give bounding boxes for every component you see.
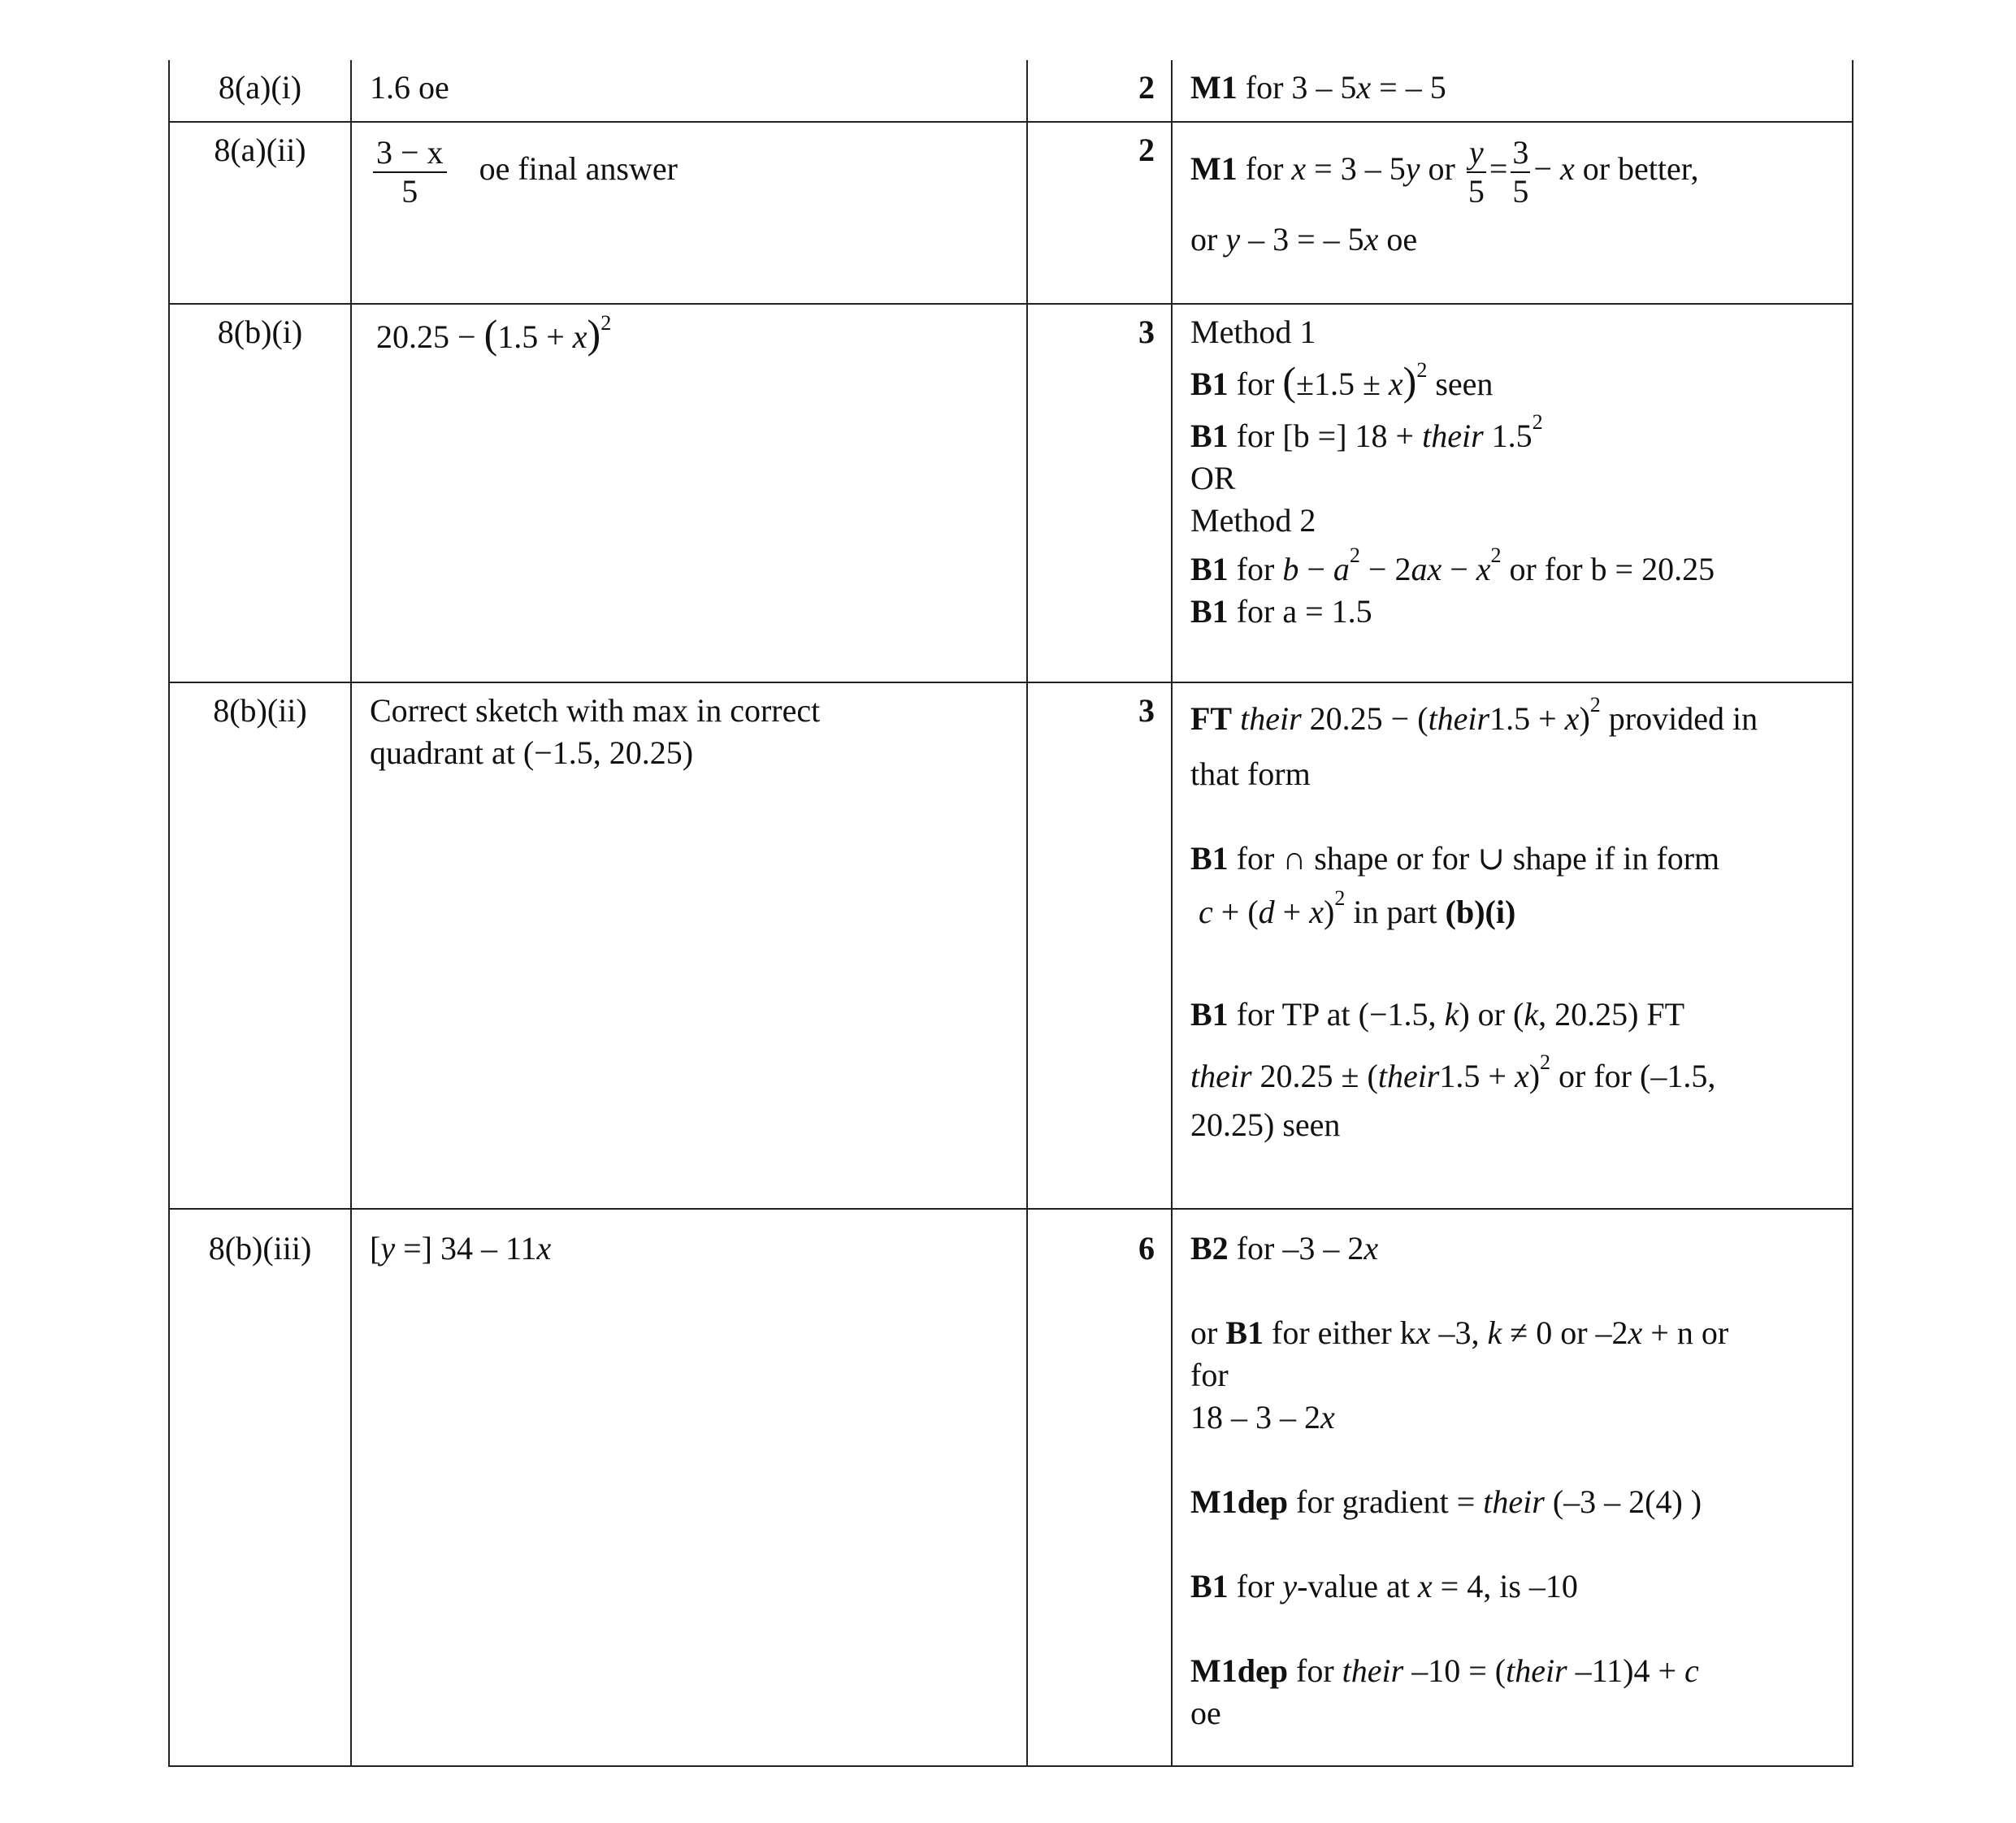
- their: their: [1422, 418, 1484, 454]
- text: 18 – 3 – 2: [1190, 1399, 1320, 1435]
- text: 20.25 ± (: [1251, 1058, 1378, 1094]
- var: y: [1225, 221, 1241, 258]
- text: 1.5: [1483, 418, 1533, 454]
- paren: (: [1282, 358, 1296, 404]
- text: or: [1190, 1314, 1226, 1351]
- mark-code: B1: [1190, 840, 1229, 877]
- text: 1.5 +: [1489, 700, 1565, 737]
- var: k: [1444, 996, 1459, 1033]
- text: or for (–1.5,: [1550, 1058, 1716, 1094]
- guidance-line: [1190, 134, 1836, 210]
- text: for: [1237, 150, 1292, 188]
- var: x: [1476, 551, 1491, 587]
- var: x: [1291, 150, 1307, 188]
- guidance-fraction: [1511, 134, 1530, 210]
- var: x: [1564, 700, 1580, 737]
- var: c: [1684, 1652, 1699, 1689]
- fraction-numerator: 3: [1511, 134, 1530, 173]
- exponent: 2: [1490, 543, 1502, 567]
- text: in part: [1345, 894, 1446, 930]
- marks-cell: 6: [1027, 1209, 1172, 1766]
- text: – 3 = – 5: [1240, 221, 1364, 258]
- their: their: [1377, 1058, 1440, 1094]
- text: =] 34 – 11: [395, 1230, 537, 1267]
- guidance-cell: [1172, 60, 1853, 122]
- text: seen: [1427, 366, 1494, 402]
- mark-scheme-table: [168, 60, 1853, 1767]
- text: ±1.5 ±: [1295, 366, 1389, 402]
- text: for –3 – 2: [1228, 1230, 1364, 1267]
- text: for: [1288, 1652, 1342, 1689]
- guidance-line: [1190, 1565, 1836, 1608]
- mark-code: B2: [1190, 1230, 1229, 1267]
- text: FT: [1638, 996, 1685, 1033]
- their: their: [1506, 1652, 1567, 1689]
- answer-text: [370, 732, 1008, 774]
- exponent: 2: [1540, 1050, 1551, 1074]
- var: x: [1364, 1230, 1379, 1267]
- text: for: [1228, 551, 1283, 587]
- paren: ): [1403, 358, 1417, 404]
- text: oe: [1378, 221, 1418, 258]
- text: or: [1469, 996, 1513, 1033]
- guidance-line: [1190, 219, 1836, 261]
- var: x: [1417, 1568, 1433, 1604]
- text: for a = 1.5: [1228, 593, 1372, 630]
- var: x: [572, 318, 587, 355]
- var: d: [1258, 894, 1275, 930]
- text: ): [1459, 996, 1470, 1033]
- fraction-numerator: 3 − x: [373, 134, 447, 173]
- var: x: [536, 1230, 552, 1267]
- paren: (: [483, 311, 498, 357]
- text: −: [1533, 150, 1552, 188]
- guidance-text: = – 5: [1371, 69, 1446, 106]
- guidance-line: [1190, 358, 1836, 405]
- guidance-line: [1190, 994, 1836, 1036]
- table-row: [169, 304, 1853, 682]
- guidance-cell: [1172, 682, 1853, 1209]
- their: their: [1342, 1652, 1404, 1689]
- question-number: 8(b)(i): [169, 304, 351, 682]
- var: x: [1514, 1058, 1529, 1094]
- mark-code: B1: [1190, 1568, 1229, 1604]
- answer-cell: [351, 122, 1027, 304]
- guidance-line: that form: [1190, 756, 1311, 792]
- var: k: [1487, 1314, 1502, 1351]
- their: their: [1232, 700, 1302, 737]
- guidance-line: oe: [1190, 1695, 1221, 1731]
- text: =: [1489, 150, 1508, 188]
- fraction-denominator: 5: [1512, 173, 1529, 210]
- answer-cell: [351, 304, 1027, 682]
- paren: ): [587, 311, 601, 357]
- text: = 3 – 5: [1306, 150, 1406, 188]
- answer-suffix: oe final answer: [479, 150, 678, 188]
- guidance-line: [1190, 1050, 1836, 1098]
- exponent: 2: [600, 311, 612, 335]
- text: = 4, is –10: [1432, 1568, 1578, 1604]
- table-row: [169, 1209, 1853, 1766]
- var: b: [1282, 551, 1299, 587]
- text: [: [370, 1230, 381, 1267]
- text: 1.5 +: [497, 318, 573, 355]
- text: −: [1298, 551, 1333, 587]
- var: x: [1416, 1314, 1431, 1351]
- text: (: [1512, 996, 1524, 1033]
- mark-code: B1: [1190, 593, 1229, 630]
- guidance-cell: [1172, 1209, 1853, 1766]
- guidance-line: [1190, 1481, 1836, 1523]
- text: for either k: [1264, 1314, 1416, 1351]
- their: their: [1483, 1483, 1545, 1520]
- text: –10 = (: [1403, 1652, 1507, 1689]
- question-number: 8(b)(iii): [169, 1209, 351, 1766]
- guidance-line: [1190, 693, 1836, 740]
- question-number: 8(b)(ii): [169, 682, 351, 1209]
- var: x: [1559, 150, 1575, 188]
- mark-code: B1: [1190, 366, 1229, 402]
- text: provided in: [1600, 700, 1758, 737]
- guidance-line: [1190, 1396, 1836, 1439]
- var: k: [1524, 996, 1539, 1033]
- guidance-line: [1190, 1228, 1836, 1270]
- method-heading: Method 1: [1190, 314, 1316, 350]
- text: − 2: [1359, 551, 1411, 587]
- var: x: [1364, 221, 1379, 258]
- mark-code: M1: [1190, 150, 1238, 188]
- guidance-cell: [1172, 304, 1853, 682]
- question-number: 8(a)(ii): [169, 122, 351, 304]
- var: ax: [1411, 551, 1442, 587]
- mark-code: B1: [1190, 996, 1229, 1033]
- fraction-denominator: 5: [1468, 173, 1485, 210]
- guidance-var: x: [1356, 69, 1372, 106]
- answer-cell: 1.6 oe: [351, 60, 1027, 122]
- text: for gradient =: [1288, 1483, 1484, 1520]
- mark-code: FT: [1190, 700, 1233, 737]
- mark-code: B1: [1225, 1314, 1264, 1351]
- exponent: 2: [1589, 693, 1601, 717]
- text: or better,: [1574, 150, 1699, 188]
- answer-cell: [351, 1209, 1027, 1766]
- mark-code: M1: [1190, 69, 1238, 106]
- part-ref: (b)(i): [1445, 894, 1516, 930]
- paren: ): [1528, 1058, 1541, 1094]
- exponent: 2: [1532, 410, 1543, 434]
- mark-code: B1: [1190, 551, 1229, 587]
- mark-code: B1: [1190, 418, 1229, 454]
- text: or for b = 20.25: [1501, 551, 1715, 587]
- guidance-line: [1190, 543, 1836, 591]
- text: 20.25 − (: [1301, 700, 1429, 737]
- mark-code: M1dep: [1190, 1652, 1288, 1689]
- marks-cell: 2: [1027, 60, 1172, 122]
- table-row: [169, 682, 1853, 1209]
- var: x: [1320, 1399, 1335, 1435]
- paren: ): [1323, 894, 1335, 930]
- fraction-numerator: y: [1467, 134, 1486, 173]
- guidance-line: [1190, 1312, 1836, 1354]
- fraction-denominator: 5: [401, 173, 418, 210]
- guidance-cell: [1172, 122, 1853, 304]
- text: for TP at: [1228, 996, 1359, 1033]
- text: or: [1420, 150, 1463, 188]
- text: + n or: [1642, 1314, 1729, 1351]
- var: x: [1628, 1314, 1643, 1351]
- text: ≠ 0 or –2: [1502, 1314, 1628, 1351]
- var: y: [1282, 1568, 1298, 1604]
- answer-fraction: [373, 134, 447, 210]
- text: +: [1274, 894, 1310, 930]
- exponent: 2: [1334, 886, 1346, 910]
- var: x: [1388, 366, 1403, 402]
- var: c: [1199, 894, 1213, 930]
- text: for: [1228, 1568, 1283, 1604]
- var: a: [1333, 551, 1350, 587]
- text: quadrant at: [370, 734, 523, 771]
- var: y: [1405, 150, 1420, 188]
- text: −: [1442, 551, 1476, 587]
- guidance-line: 20.25) seen: [1190, 1106, 1341, 1143]
- exponent: 2: [1416, 358, 1428, 382]
- text: for: [1228, 366, 1283, 402]
- text: + (: [1212, 894, 1259, 930]
- guidance-fraction: [1467, 134, 1486, 210]
- marks-cell: 2: [1027, 122, 1172, 304]
- text: (−1.5,: [1358, 996, 1445, 1033]
- text: 20.25 −: [376, 318, 484, 355]
- table-row: [169, 122, 1853, 304]
- text: for [b =] 18 +: [1228, 418, 1423, 454]
- table-row: [169, 60, 1853, 122]
- text: –3,: [1430, 1314, 1488, 1351]
- var: y: [380, 1230, 396, 1267]
- guidance-line: [1190, 1650, 1836, 1692]
- guidance-line: [1190, 838, 1836, 880]
- text: for ∩ shape or for ∪ shape if in form: [1228, 840, 1720, 877]
- their: their: [1190, 1058, 1252, 1094]
- text: or: [1190, 221, 1226, 258]
- guidance-line: [1190, 410, 1836, 457]
- text: -value at: [1297, 1568, 1418, 1604]
- exponent: 2: [1349, 543, 1360, 567]
- text: –11)4 +: [1567, 1652, 1685, 1689]
- guidance-text: for 3 – 5: [1237, 69, 1357, 106]
- method-heading: Method 2: [1190, 502, 1316, 539]
- or-separator: OR: [1190, 460, 1236, 496]
- answer-text: Correct sketch with max in correct: [370, 692, 821, 729]
- guidance-line: [1190, 886, 1836, 933]
- question-number: 8(a)(i): [169, 60, 351, 122]
- point: (−1.5, 20.25): [522, 734, 694, 771]
- their: their: [1428, 700, 1490, 737]
- marks-cell: 3: [1027, 304, 1172, 682]
- marks-cell: 3: [1027, 682, 1172, 1209]
- var: x: [1309, 894, 1324, 930]
- mark-code: M1dep: [1190, 1483, 1288, 1520]
- text: 1.5 +: [1439, 1058, 1515, 1094]
- answer-cell: [351, 682, 1027, 1209]
- guidance-line: for: [1190, 1357, 1229, 1393]
- guidance-line: [1190, 591, 1836, 633]
- text: , 20.25): [1538, 996, 1639, 1033]
- text: (–3 – 2(4) ): [1544, 1483, 1702, 1520]
- paren: ): [1579, 700, 1590, 737]
